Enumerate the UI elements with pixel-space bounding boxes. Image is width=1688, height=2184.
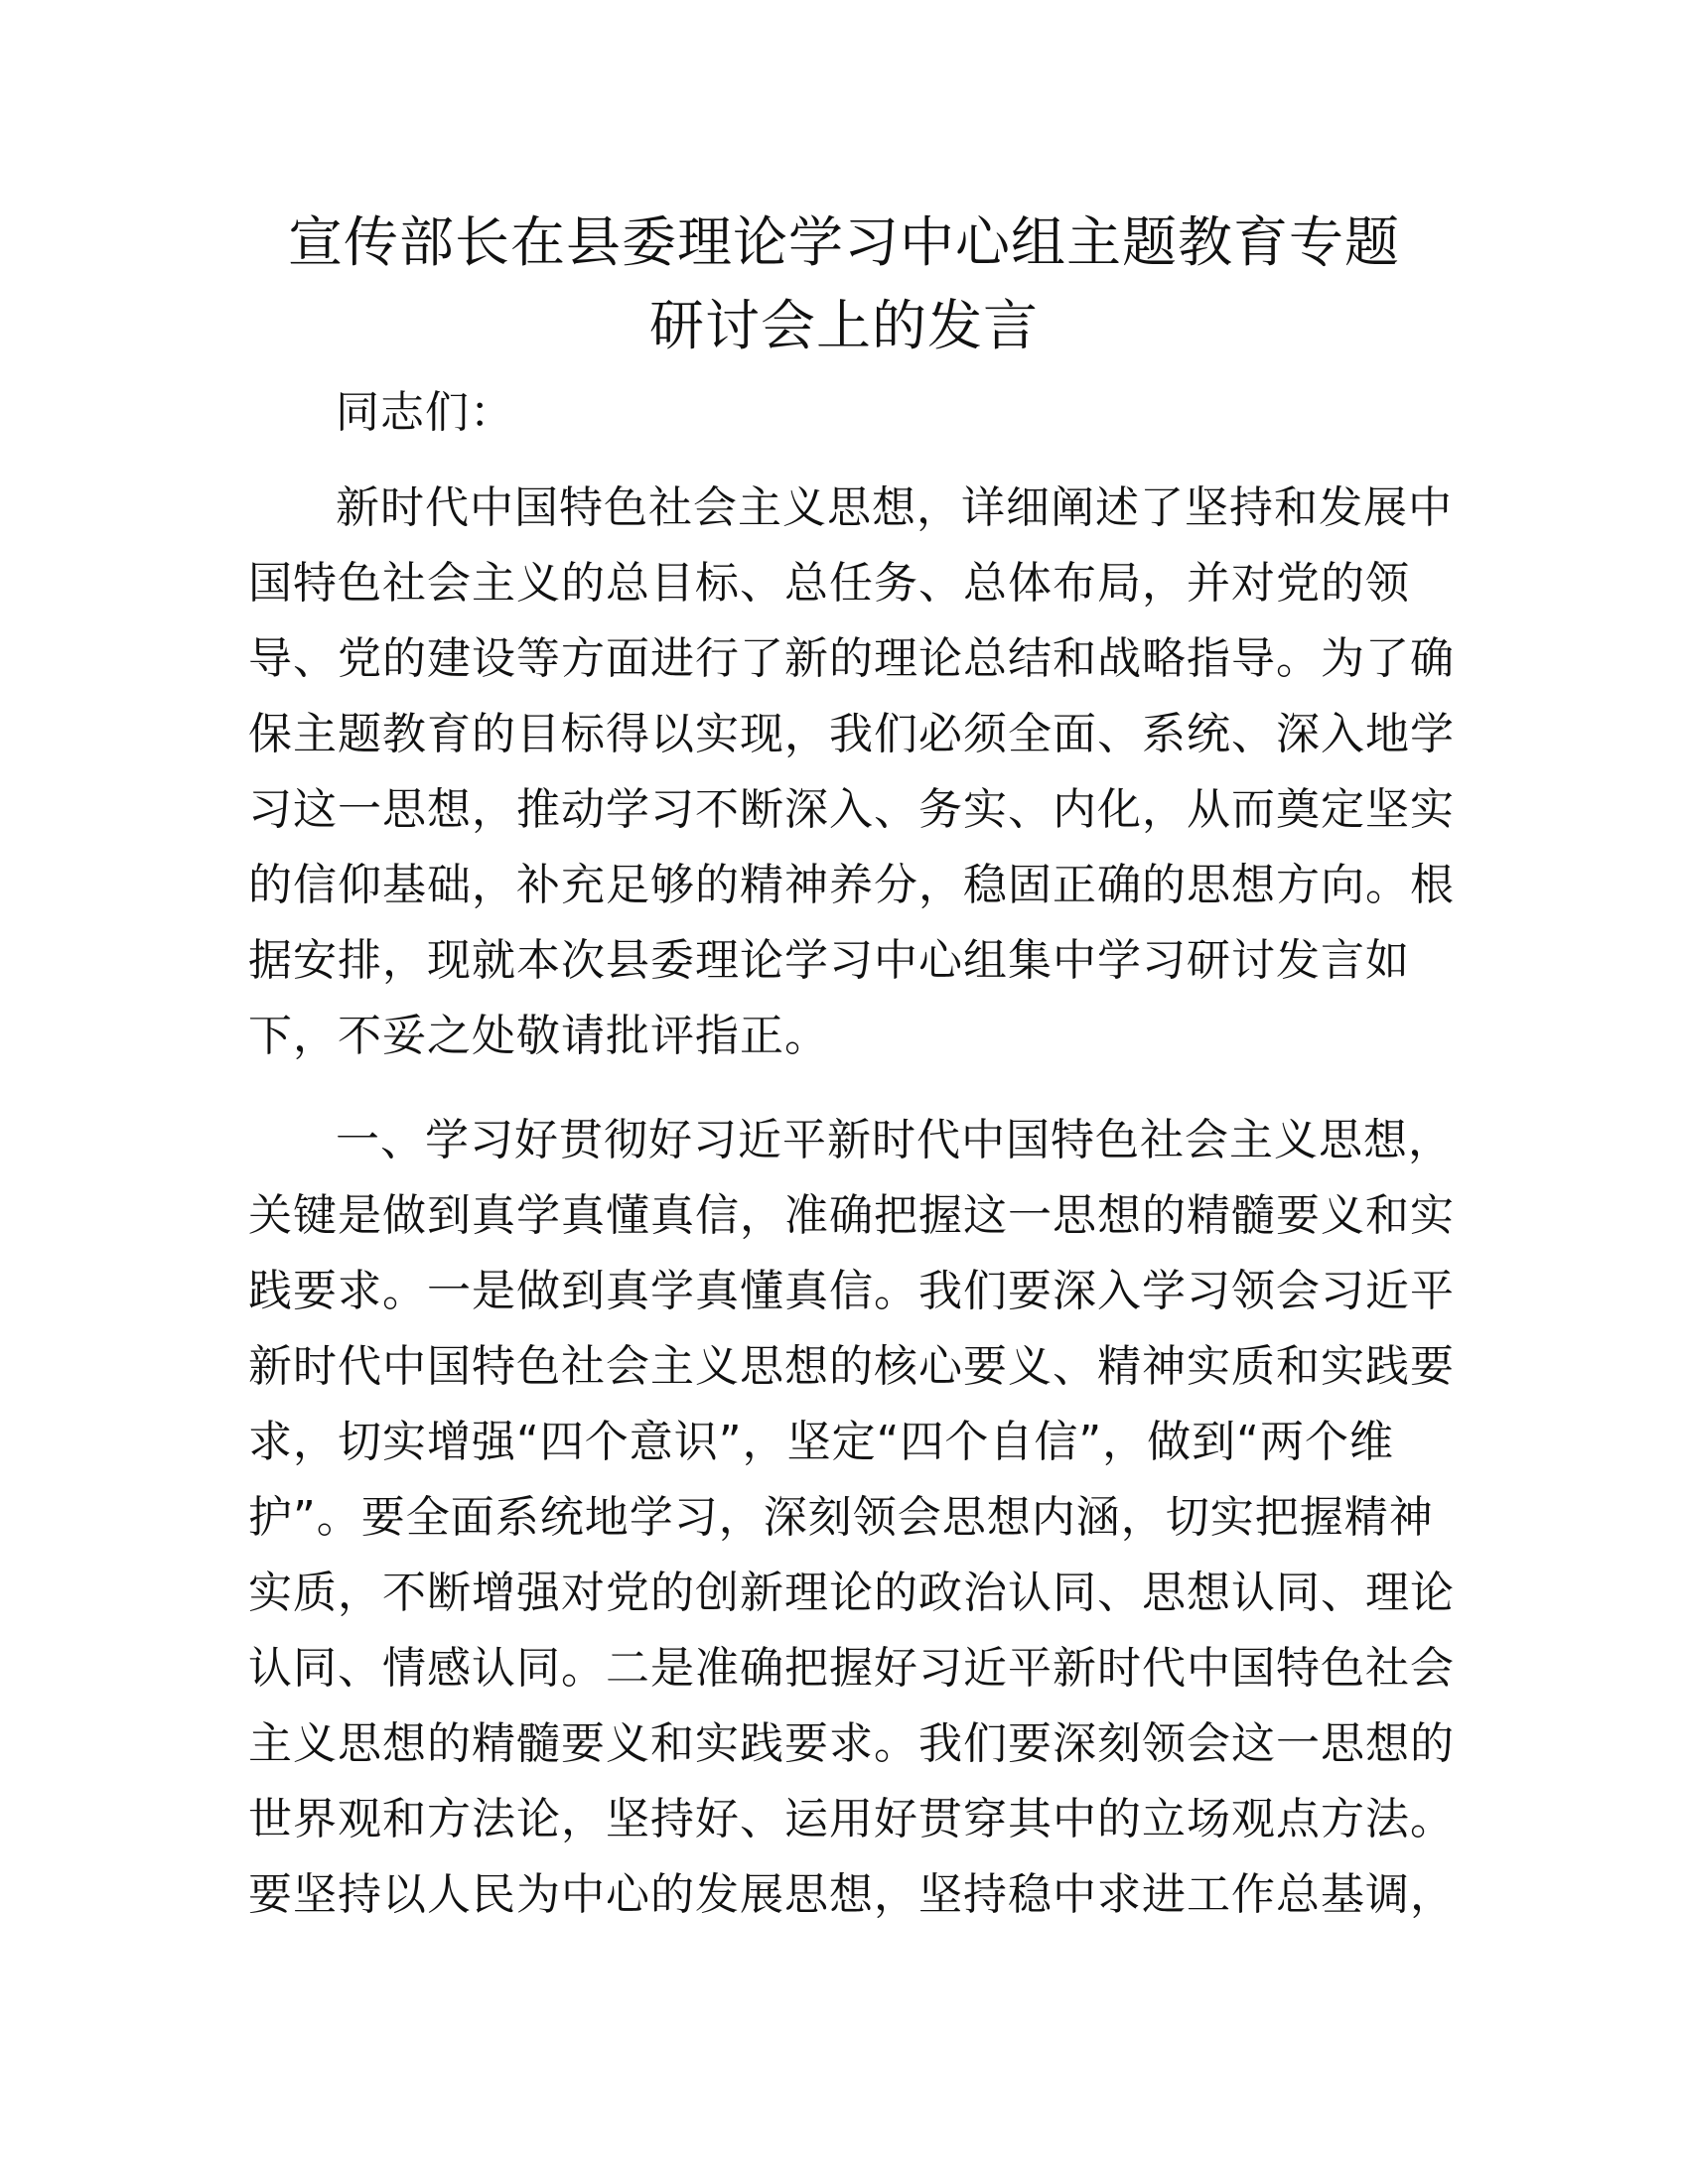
paragraph-line: 认同、情感认同。二是准确把握好习近平新时代中国特色社会	[248, 1643, 1455, 1694]
title-line-2: 研讨会上的发言	[648, 294, 1039, 357]
paragraph-line: 保主题教育的目标得以实现，我们必须全面、系统、深入地学	[248, 709, 1455, 759]
paragraph-line: 护”。要全面系统地学习，深刻领会思想内涵，切实把握精神	[248, 1492, 1434, 1543]
paragraph-line: 世界观和方法论，坚持好、运用好贯穿其中的立场观点方法。	[248, 1794, 1455, 1844]
paragraph-line: 新时代中国特色社会主义思想，详细阐述了坚持和发展中	[336, 482, 1453, 533]
paragraph-line: 据安排，现就本次县委理论学习中心组集中学习研讨发言如	[248, 935, 1410, 986]
paragraph-line: 践要求。一是做到真学真懂真信。我们要深入学习领会习近平	[248, 1266, 1455, 1316]
paragraph-line: 一、学习好贯彻好习近平新时代中国特色社会主义思想，	[336, 1115, 1453, 1165]
title-line-1: 宣传部长在县委理论学习中心组主题教育专题	[287, 210, 1400, 274]
paragraph-line: 求，切实增强“四个意识”，坚定“四个自信”，做到“两个维	[248, 1417, 1394, 1467]
paragraph-line: 关键是做到真学真懂真信，准确把握这一思想的精髓要义和实	[248, 1190, 1455, 1241]
paragraph-intro	[248, 471, 1455, 1074]
paragraph-line: 要坚持以人民为中心的发展思想，坚持稳中求进工作总基调，	[248, 1869, 1455, 1920]
document-title	[238, 201, 1450, 367]
paragraph-line: 国特色社会主义的总目标、总任务、总体布局，并对党的领	[248, 558, 1410, 609]
paragraph-line: 下，不妥之处敬请批评指正。	[248, 1011, 829, 1061]
paragraph-line: 习这一思想，推动学习不断深入、务实、内化，从而奠定坚实	[248, 784, 1455, 835]
paragraph-line: 的信仰基础，补充足够的精神养分，稳固正确的思想方向。根	[248, 860, 1455, 910]
paragraph-line: 实质，不断增强对党的创新理论的政治认同、思想认同、理论	[248, 1568, 1455, 1618]
paragraph-line: 导、党的建设等方面进行了新的理论总结和战略指导。为了确	[248, 633, 1455, 684]
paragraph-line: 新时代中国特色社会主义思想的核心要义、精神实质和实践要	[248, 1341, 1455, 1392]
greeting: 同志们：	[336, 387, 514, 438]
paragraph-line: 主义思想的精髓要义和实践要求。我们要深刻领会这一思想的	[248, 1718, 1455, 1769]
paragraph-section-1	[248, 1103, 1455, 1933]
